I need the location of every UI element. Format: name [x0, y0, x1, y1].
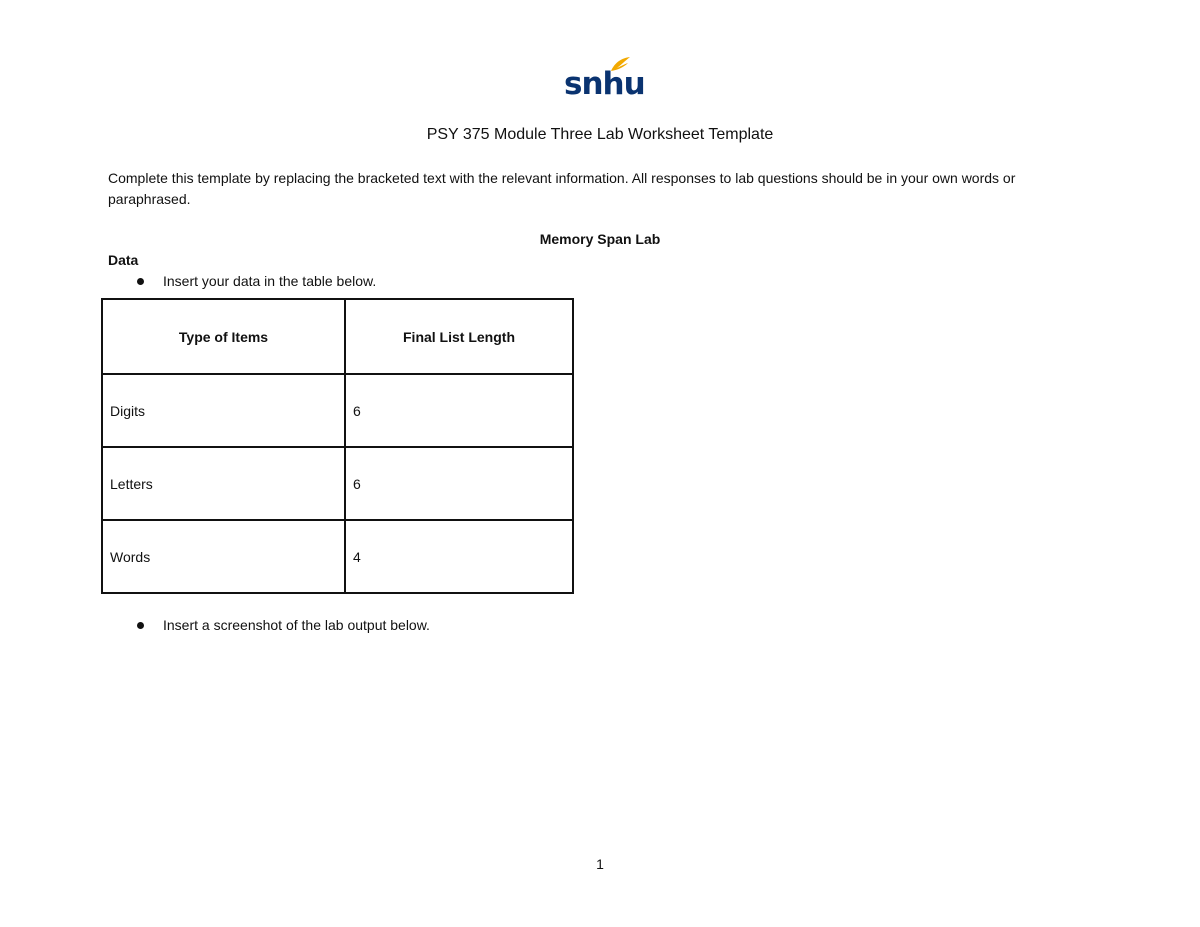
- bullet-item: [137, 615, 430, 635]
- bullet-text: Insert a screenshot of the lab output below.: [163, 617, 430, 633]
- table-header-cell: Final List Length: [345, 299, 573, 374]
- table-header-cell: Type of Items: [102, 299, 345, 374]
- bullet-text: Insert your data in the table below.: [163, 273, 377, 289]
- table-cell: 6: [345, 374, 573, 447]
- table-row: [102, 520, 573, 593]
- bullet-item: [137, 271, 376, 291]
- table-row: [102, 447, 573, 520]
- table-cell: Words: [102, 520, 345, 593]
- page-number: 1: [596, 856, 604, 872]
- table-cell: Letters: [102, 447, 345, 520]
- logo-wordmark: snhu: [564, 66, 645, 102]
- table-cell: 4: [345, 520, 573, 593]
- intro-paragraph: Complete this template by replacing the bracketed text with the relevant information. All responses to lab questions should be in your own words or paraphrased.: [108, 170, 1016, 207]
- bullet-dot-icon: [137, 622, 144, 629]
- document-title: PSY 375 Module Three Lab Worksheet Template: [426, 126, 774, 143]
- data-heading: Data: [108, 252, 139, 268]
- table-cell: Digits: [102, 374, 345, 447]
- table-header-row: [102, 299, 573, 374]
- snhu-logo: [564, 56, 645, 104]
- data-table: [101, 298, 574, 594]
- section-title: Memory Span Lab: [539, 231, 661, 247]
- table-row: [102, 374, 573, 447]
- bullet-dot-icon: [137, 278, 144, 285]
- table-cell: 6: [345, 447, 573, 520]
